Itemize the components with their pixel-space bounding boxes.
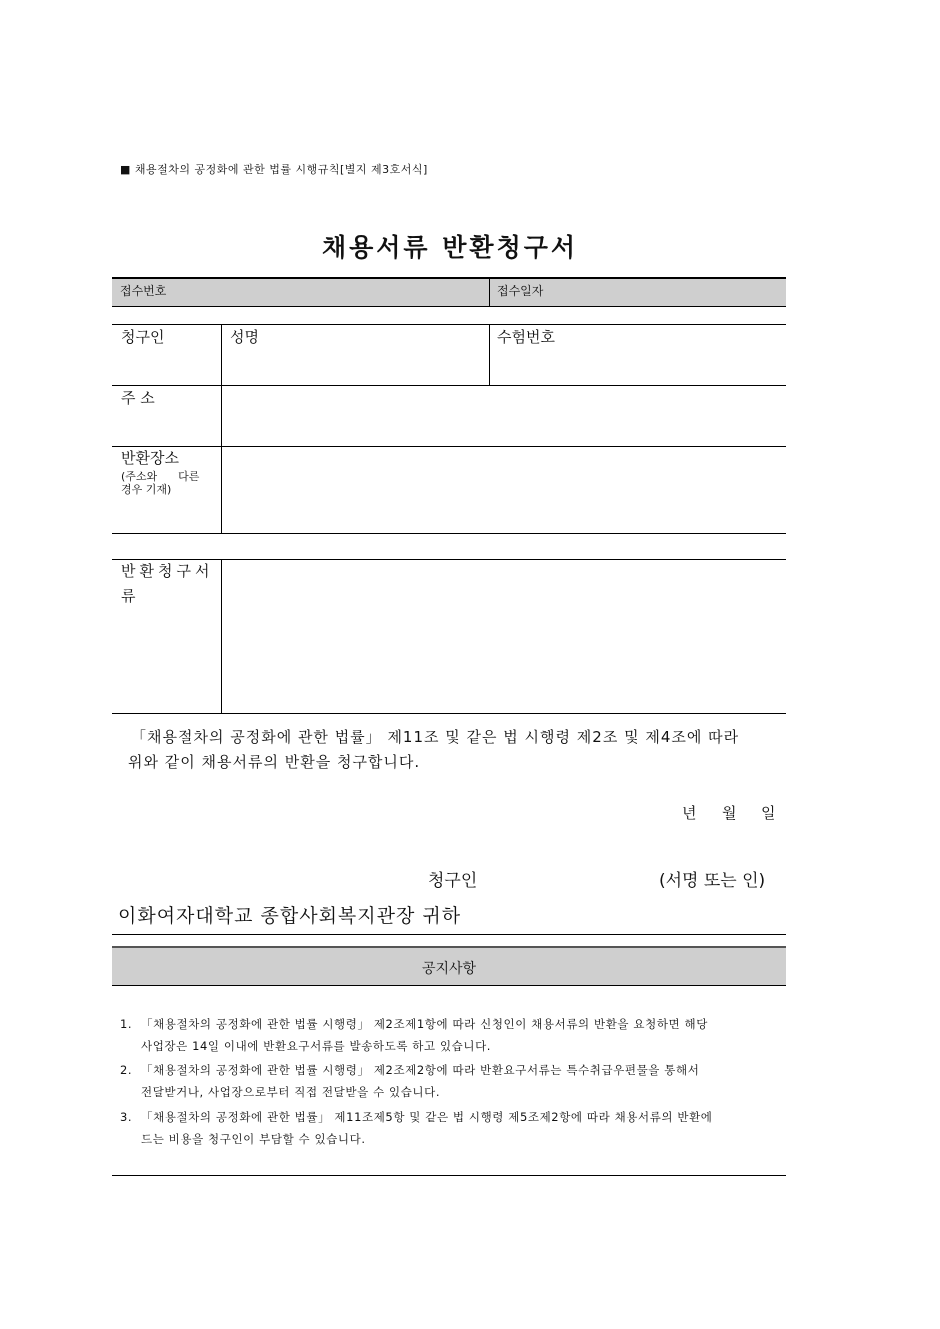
name-label: 성명 — [230, 328, 259, 346]
return-place-note: (주소와 다른 — [121, 470, 200, 483]
date-year: 년 — [682, 804, 698, 822]
applicant-table-top — [112, 324, 786, 325]
notice-item-number: 1. — [120, 1017, 133, 1031]
receipt-top-border — [112, 277, 786, 279]
notice-item-number: 3. — [120, 1110, 133, 1124]
exam-number-label: 수험번호 — [497, 328, 555, 346]
return-place-note-2: 경우 기재) — [121, 483, 172, 496]
notice-header-bottom — [112, 985, 786, 986]
return-place-field[interactable] — [229, 451, 780, 529]
applicant-table-bottom — [112, 533, 786, 534]
notice-item-1-line-1: 「채용절차의 공정화에 관한 법률 시행령」 제2조제1항에 따라 신청인이 채용서류의 반환을 요청하면 해당 — [141, 1017, 708, 1031]
receipt-row — [112, 278, 786, 306]
receipt-divider — [489, 278, 490, 306]
claimant-label: 청구인 — [428, 871, 478, 891]
documents-table-bottom — [112, 713, 786, 714]
signature-label: (서명 또는 인) — [659, 871, 766, 891]
documents-label-column — [221, 559, 222, 713]
exam-number-field[interactable] — [497, 346, 780, 382]
notice-item-1-line-2: 사업장은 14일 이내에 반환요구서류를 발송하도록 하고 있습니다. — [141, 1039, 492, 1053]
name-field[interactable] — [229, 346, 483, 382]
page-bottom-rule — [112, 1175, 786, 1176]
address-field[interactable] — [229, 390, 780, 442]
documents-label-cont: 류 — [121, 587, 136, 605]
documents-label: 반환청구서 — [121, 562, 214, 580]
date-day: 일 — [761, 804, 777, 822]
applicant-label-column — [221, 324, 222, 534]
notice-item-number: 2. — [120, 1063, 133, 1077]
applicant-label: 청구인 — [121, 328, 165, 346]
form-reference-note: ■ 채용절차의 공정화에 관한 법률 시행규칙[별지 제3호서식] — [120, 163, 428, 176]
receipt-bottom-border — [112, 306, 786, 307]
documents-field[interactable] — [229, 564, 780, 708]
notice-item-2-line-2: 전달받거나, 사업장으로부터 직접 전달받을 수 있습니다. — [141, 1085, 441, 1099]
receipt-number-label: 접수번호 — [120, 284, 167, 298]
declaration-line-2: 위와 같이 채용서류의 반환을 청구합니다. — [128, 753, 421, 771]
notice-separator — [112, 934, 786, 935]
date-month: 월 — [722, 804, 738, 822]
applicant-row-divider — [112, 385, 786, 386]
address-label: 주 소 — [121, 389, 155, 407]
notice-title: 공지사항 — [421, 961, 477, 977]
notice-item-2-line-1: 「채용절차의 공정화에 관한 법률 시행령」 제2조제2항에 따라 반환요구서류는 특수취급우편물을 통해서 — [141, 1063, 700, 1077]
return-place-label: 반환장소 — [121, 449, 179, 467]
notice-item-3-line-1: 「채용절차의 공정화에 관한 법률」 제11조제5항 및 같은 법 시행령 제5조제2항에 따라 채용서류의 반환에 — [141, 1110, 713, 1124]
name-exam-divider — [489, 324, 490, 385]
notice-header-top — [112, 946, 786, 948]
notice-item-3-line-2: 드는 비용을 청구인이 부담할 수 있습니다. — [141, 1132, 366, 1146]
addressee: 이화여자대학교 종합사회복지관장 귀하 — [118, 905, 462, 927]
address-row-divider — [112, 446, 786, 447]
receipt-date-label: 접수일자 — [497, 284, 544, 298]
page-title: 채용서류 반환청구서 — [321, 233, 579, 262]
declaration-line-1: 「채용절차의 공정화에 관한 법률」 제11조 및 같은 법 시행령 제2조 및 제4조에 따라 — [131, 728, 740, 746]
